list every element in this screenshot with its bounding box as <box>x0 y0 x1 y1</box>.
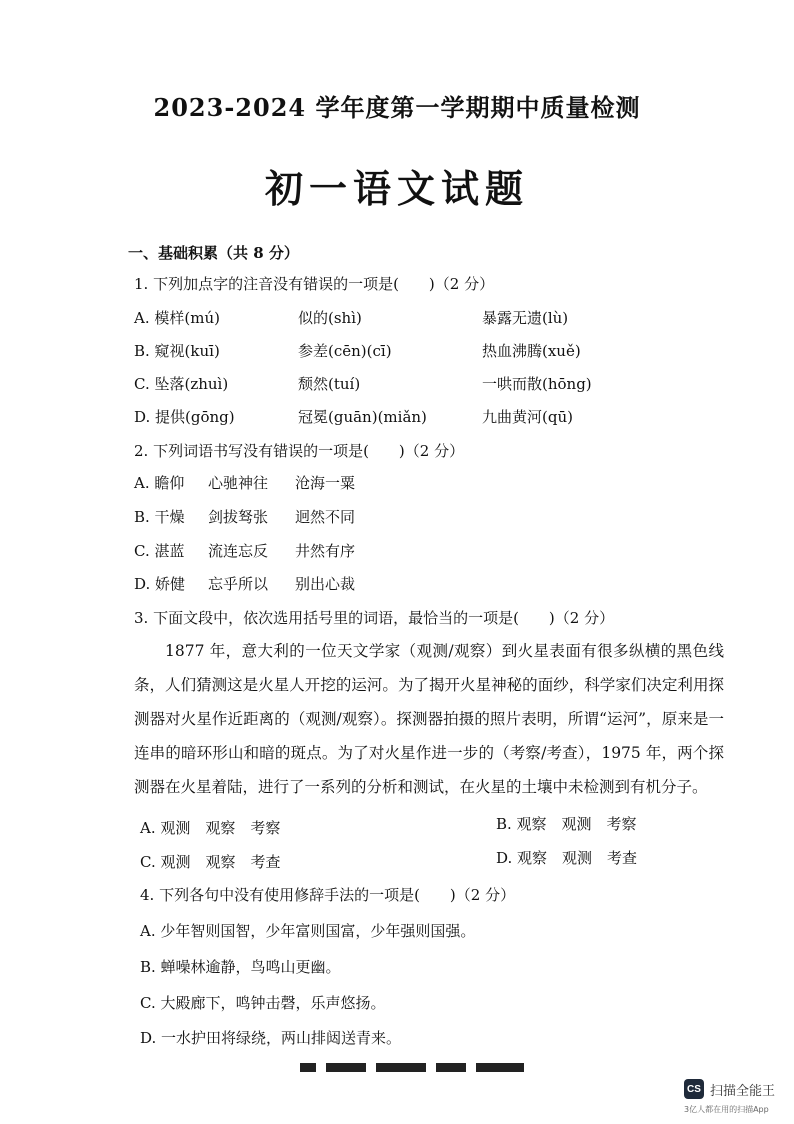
camscanner-logo-icon: CS <box>684 1079 704 1099</box>
exam-subtitle: 2023-2024 学年度第一学期期中质量检测 <box>153 93 641 122</box>
section-title: 一、基础积累（共 8 分） <box>128 244 299 262</box>
q2-option: A. 瞻仰 <box>134 474 185 492</box>
q2-option: 忘乎所以 <box>208 575 269 593</box>
q2-option: C. 湛蓝 <box>134 542 185 560</box>
q4-option: B. 蝉噪林逾静，鸟鸣山更幽。 <box>140 958 341 976</box>
q3-option: B. 观察 观测 考察 <box>496 815 637 833</box>
q1-option: 参差(cēn)(cī) <box>298 342 392 360</box>
q2-option: 沧海一粟 <box>295 474 356 492</box>
q2-option: 剑拔驽张 <box>208 508 269 526</box>
q1-option: 暴露无遗(lù) <box>482 309 569 327</box>
q1-option: C. 坠落(zhuì) <box>134 375 229 393</box>
question-4-stem: 4. 下列各句中没有使用修辞手法的一项是( )（2 分） <box>140 886 516 904</box>
q1-option: B. 窥视(kuī) <box>134 342 220 360</box>
watermark-tagline: 3亿人都在用的扫描App <box>684 1105 769 1114</box>
q1-option: 九曲黄河(qū) <box>482 408 573 426</box>
q4-option: D. 一水护田将绿绕，两山排闼送青来。 <box>140 1029 402 1047</box>
passage-paragraph: 1877 年，意大利的一位天文学家（观测/观察）到火星表面有很多纵横的黑色线条，人们猜测这是火星人开挖的运河。为了揭开火星神秘的面纱，科学家们决定利用探测器对火星作近距离的（观测/观察）。探测器拍摄的照片表明，所谓“运河”，原来是一连串的暗环形山和暗的斑点。为了对火星作进一步的（考察/考查），1975 年，两个探测器在火星着陆，进行了一系列的分析和测试，在火星的土壤中未检测到有机分子。 <box>134 642 724 796</box>
q1-option: 似的(shì) <box>298 309 362 327</box>
q2-option: D. 娇健 <box>134 575 186 593</box>
cut-off-line <box>300 1058 550 1072</box>
q2-option: 别出心裁 <box>295 575 356 593</box>
q2-option: 心驰神往 <box>208 474 269 492</box>
question-3-passage <box>134 634 724 804</box>
q3-option: D. 观察 观测 考查 <box>496 849 638 867</box>
q2-option: B. 干燥 <box>134 508 185 526</box>
q3-option: C. 观测 观察 考查 <box>140 853 281 871</box>
question-2-stem: 2. 下列词语书写没有错误的一项是( )（2 分） <box>134 442 465 460</box>
exam-title: 初一语文试题 <box>264 166 529 211</box>
q1-option: 冠冕(guān)(miǎn) <box>298 408 427 426</box>
question-1-stem: 1. 下列加点字的注音没有错误的一项是( )（2 分） <box>134 275 495 293</box>
watermark-app-name: 扫描全能王 <box>710 1083 776 1099</box>
q2-option: 流连忘反 <box>208 542 269 560</box>
q2-option: 井然有序 <box>295 542 356 560</box>
question-3-stem: 3. 下面文段中，依次选用括号里的词语，最恰当的一项是( )（2 分） <box>134 609 615 627</box>
q1-option: 热血沸腾(xuě) <box>482 342 581 360</box>
q1-option: D. 提供(gōng) <box>134 408 235 426</box>
q1-option: 一哄而散(hōng) <box>482 375 592 393</box>
q3-option: A. 观测 观察 考察 <box>140 819 281 837</box>
q4-option: A. 少年智则国智，少年富则国富，少年强则国强。 <box>140 922 476 940</box>
q4-option: C. 大殿廊下，鸣钟击磬，乐声悠扬。 <box>140 994 386 1012</box>
q1-option: 颓然(tuí) <box>298 375 361 393</box>
scanner-watermark <box>684 1079 775 1099</box>
q1-option: A. 模样(mú) <box>134 309 220 327</box>
q2-option: 迥然不同 <box>295 508 356 526</box>
